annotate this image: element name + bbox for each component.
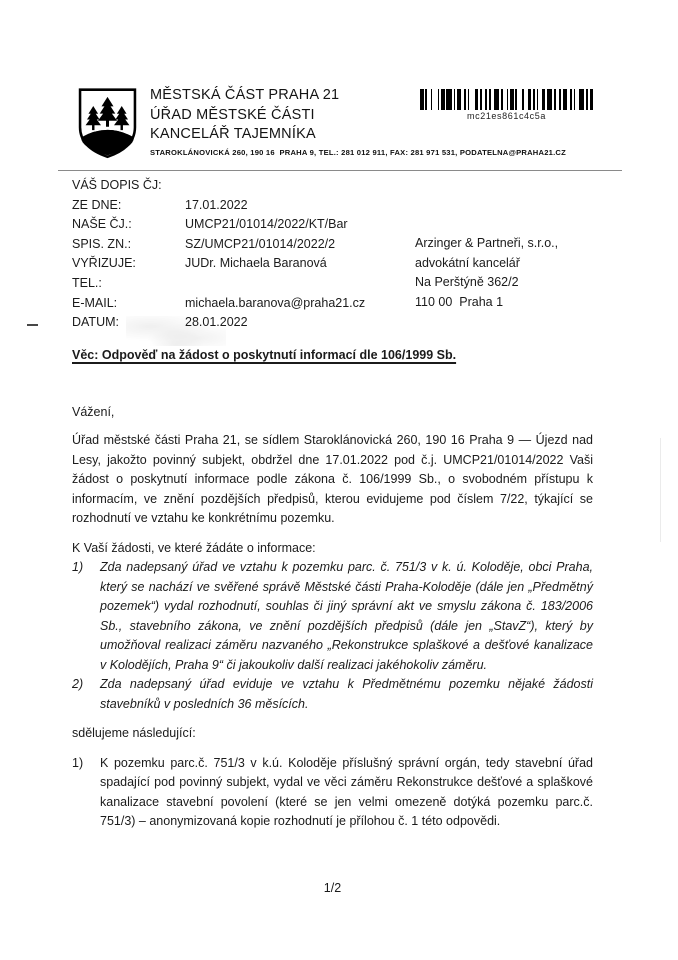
list-item-text: K pozemku parc.č. 751/3 v k.ú. Koloděje příslušný správní orgán, tedy stavební úřad spadající pod povinný subjekt, vydal ve věci záměru Rekonstrukce dešťové a splaškové kanalizace stavební povolení (které se jen velmi omezeně dotýká pozemku parc.č. 751/3) – anonymizovaná kopie rozhodnutí je přílohou č. 1 této odpovědi. [100,755,593,828]
answer-list [72,754,593,832]
meta-value: michaela.baranova@praha21.cz [185,295,366,310]
page-number: 1/2 [323,881,342,895]
request-item-1 [72,558,593,675]
barcode [420,89,593,121]
intro-paragraph: Úřad městské části Praha 21, se sídlem Staroklánovická 260, 190 16 Praha 9 — Újezd nad Lesy, jakožto povinný subjekt, obdržel dne 17.01.2022 pod č.j. UMCP21/01014/2022 Vaši žádost o poskytnutí informace podle zákona č. 106/1999 Sb., o svobodném přístupu k informacím, ve znění pozdějších předpisů, kterou evidujeme pod číslem 7/22, týkající se rozhodnutí ve vztahu ke konkrétnímu pozemku. [72,433,593,525]
list-marker: 2) [72,677,84,691]
recipient-address-block [415,234,558,312]
letterhead-contact-line: STAROKLÁNOVICKÁ 260, 190 16 PRAHA 9, TEL.: 281 012 911, FAX: 281 971 531, PODATELNA@PRAHA21.CZ [150,148,566,157]
meta-row-email [72,294,365,314]
meta-row-spis-zn [72,235,365,255]
meta-label: VÁŠ DOPIS ČJ: [72,178,162,192]
meta-row-vas-dopis [72,176,365,196]
meta-value: 17.01.2022 [185,197,248,212]
request-list [72,558,593,714]
scan-artifact [660,438,661,542]
org-name-line3: KANCELÁŘ TAJEMNÍKA [150,126,316,142]
meta-row-ze-dne [72,196,365,216]
list-marker: 1) [72,755,84,770]
meta-label: E-MAIL: [72,295,118,310]
barcode-bars [420,89,593,110]
meta-label: NAŠE ČJ.: [72,217,132,232]
header-separator-line [58,170,622,171]
reference-metadata [72,176,365,333]
meta-value: SZ/UMCP21/01014/2022/2 [185,236,336,251]
meta-row-nase-cj [72,215,365,235]
fold-mark [27,324,38,326]
list-marker: 1) [72,560,84,574]
org-name-line2: ÚŘAD MĚSTSKÉ ČÁSTI [150,106,315,123]
list-item-text: Zda nadepsaný úřad ve vztahu k pozemku parc. č. 751/3 v k. ú. Koloděje, obci Praha, který se nachází ve svěřené správě Městské části Praha-Koloděje (dále jen „Předmětný pozemek“) vydal rozhodnutí, souhlas či jiný správní akt ve smyslu zákona č. 183/2006 Sb., stavebního zákona, ve znění pozdějších předpisů (dále jen „StavZ“), který by umožňoval realizaci záměru nazvaného „Rekonstrukce splaškové a dešťové kanalizace v Kolodějích, Praha 9“ či jakoukoliv další realizaci jakéhokoliv záměru. [100,560,593,672]
meta-value: 28.01.2022 [185,315,248,330]
meta-row-tel [72,274,365,294]
letterhead [150,86,339,145]
recipient-line: Arzinger & Partneři, s.r.o., [415,236,559,250]
letter-body [72,346,593,832]
recipient-line: advokátní kancelář [415,255,520,270]
meta-label: SPIS. ZN.: [72,236,132,251]
request-intro: K Vaší žádosti, ve které žádáte o informace: [72,540,316,555]
scan-artifact [126,316,226,346]
list-item-text: Zda nadepsaný úřad eviduje ve vztahu k Předmětnému pozemku nějaké žádosti stavebníků v posledních 36 měsících. [100,677,593,711]
meta-label: VYŘIZUJE: [72,256,136,271]
meta-label: TEL.: [72,275,102,290]
subject-line: Věc: Odpověď na žádost o poskytnutí informací dle 106/1999 Sb. [72,348,457,362]
recipient-line: Na Perštýně 362/2 [415,275,519,290]
coat-of-arms-icon [77,86,138,161]
org-name-line1: MĚSTSKÁ ČÁST PRAHA 21 [150,87,340,103]
meta-label: ZE DNE: [72,197,122,212]
barcode-caption: mc21es861c4c5a [467,111,546,121]
answer-item-1 [72,754,593,832]
recipient-line: 110 00 Praha 1 [415,294,504,309]
meta-value: UMCP21/01014/2022/KT/Bar [185,217,348,232]
meta-value: JUDr. Michaela Baranová [185,256,327,271]
salutation: Vážení, [72,404,115,419]
meta-row-vyrizuje [72,254,365,274]
meta-label: DATUM: [72,315,119,330]
answer-intro: sdělujeme následující: [72,726,196,740]
request-item-2 [72,675,593,714]
